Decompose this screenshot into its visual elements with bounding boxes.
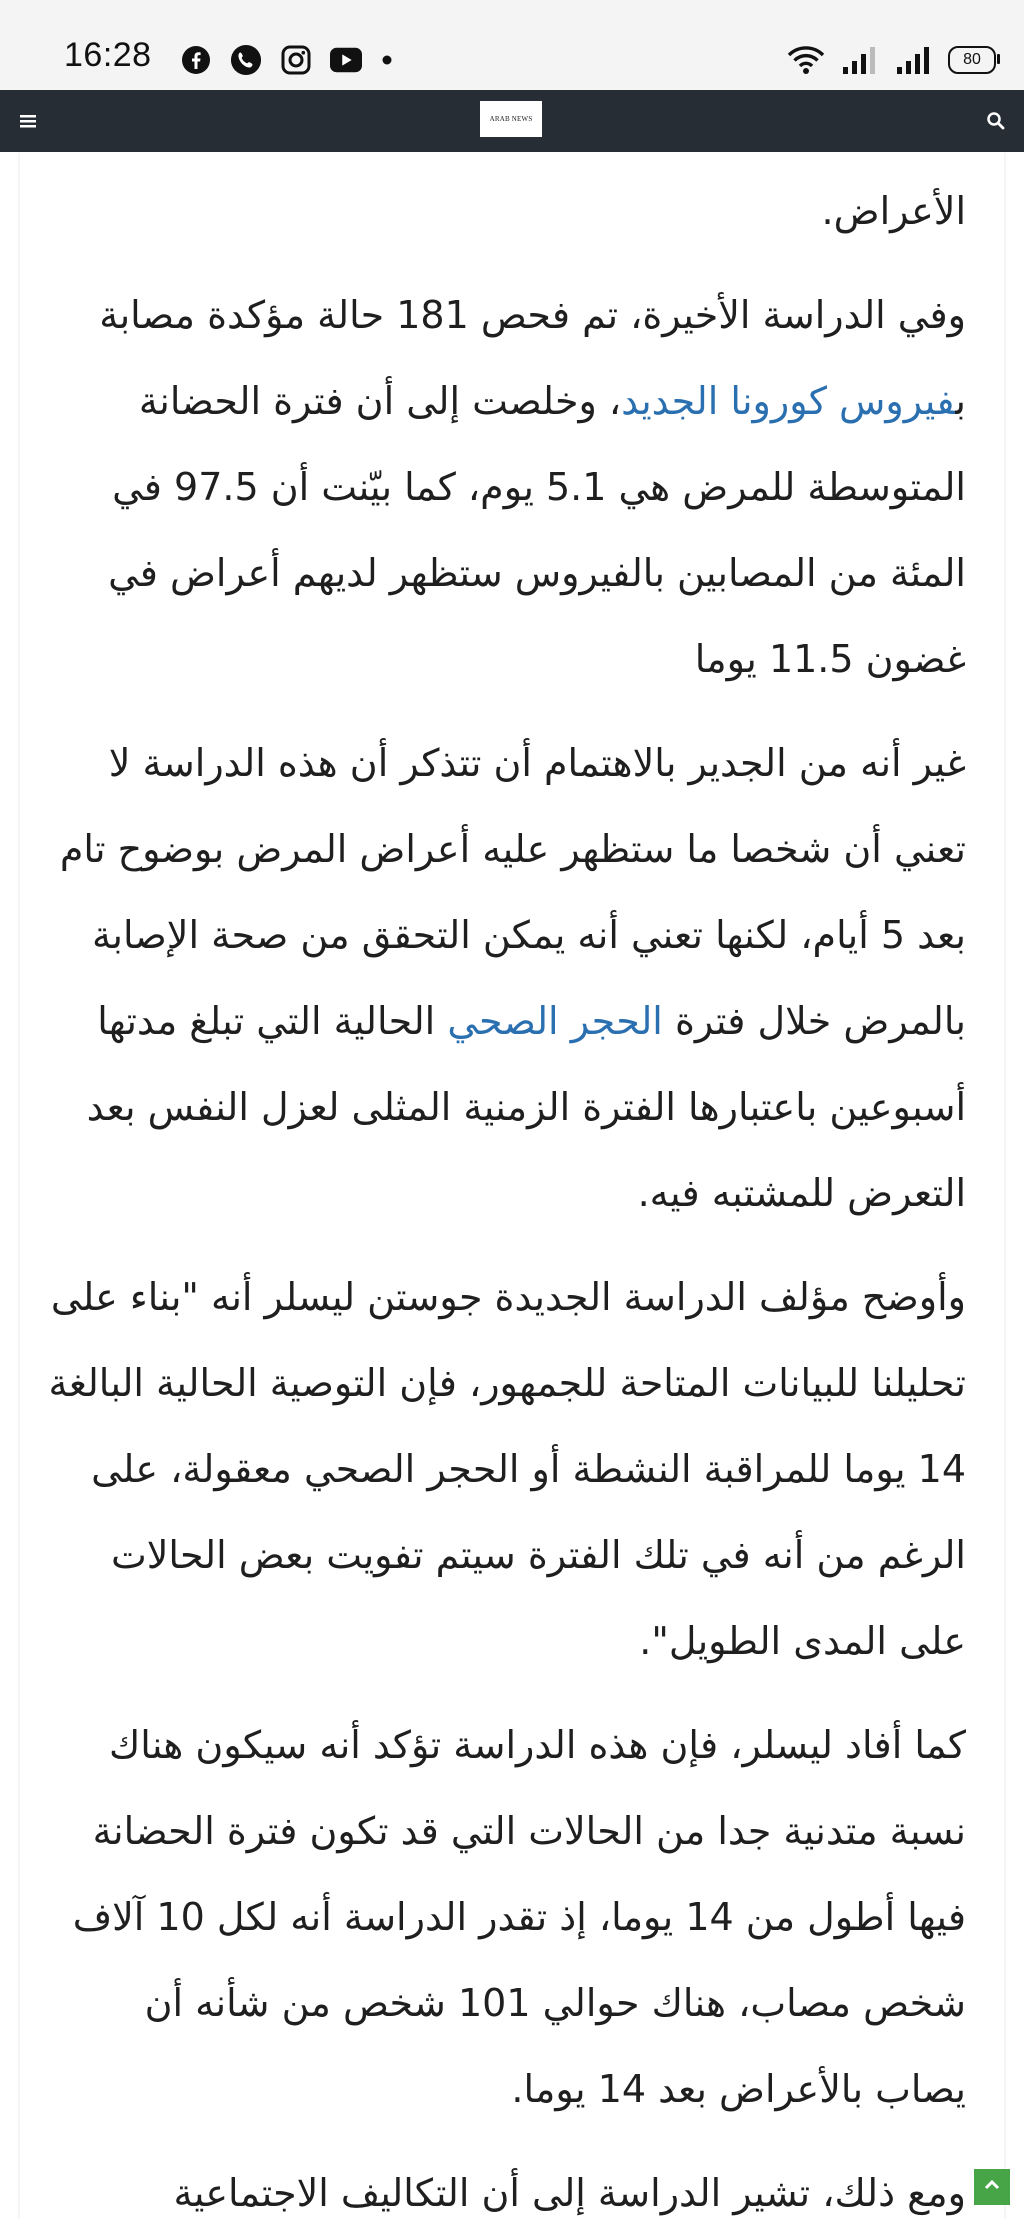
top-navbar [0, 90, 1024, 152]
youtube-icon [330, 44, 362, 76]
link-quarantine[interactable]: الحجر الصحي [447, 999, 663, 1043]
status-time: 16:28 [64, 36, 152, 74]
hamburger-icon[interactable] [14, 107, 42, 135]
battery-indicator: 80 [948, 46, 996, 74]
status-bar [0, 0, 1024, 90]
article-container [20, 152, 1004, 2219]
article-paragraph: وأوضح مؤلف الدراسة الجديدة جوستن ليسلر أنه "بناء على تحليلنا للبيانات المتاحة للجمهور، فإن التوصية الحالية البالغة 14 يوما للمراقبة النشطة أو الحجر الصحي معقولة، على الرغم من أنه في تلك الفترة سيتم تفويت بعض الحالات على المدى الطويل". [48, 1275, 966, 1663]
system-icons [786, 44, 996, 76]
paragraph-text: وفي الدراسة الأخيرة، تم فحص 181 حالة مؤكدة مصابة ب [99, 293, 966, 423]
instagram-icon [280, 44, 312, 76]
signal-icon [840, 44, 880, 76]
article-body [46, 152, 966, 2219]
facebook-icon [180, 44, 212, 76]
article-paragraph: الأعراض. [821, 189, 966, 233]
paragraph-text: غير أنه من الجدير بالاهتمام أن تتذكر أن هذه الدراسة لا تعني أن شخصا ما ستظهر عليه أعراض المرض بوضوح تام بعد 5 أيام، لكنها تعني أنه يمكن التحقق من صحة الإصابة بالمرض خلال فترة [59, 741, 966, 1043]
phone-icon [230, 44, 262, 76]
article-paragraph: كما أفاد ليسلر، فإن هذه الدراسة تؤكد أنه سيكون هناك نسبة متدنية جدا من الحالات التي قد تكون فترة الحضانة فيها أطول من 14 يوما، إذ تقدر الدراسة أنه لكل 10 آلاف شخص مصاب، هناك حوالي 101 شخص من شأنه أن يصاب بالأعراض بعد 14 يوما. [72, 1723, 966, 2111]
chevron-up-icon [982, 2175, 1002, 2199]
dot-icon [380, 44, 394, 76]
wifi-icon [786, 44, 826, 76]
article-paragraph [46, 272, 966, 702]
signal-icon [894, 44, 934, 76]
search-icon[interactable] [982, 107, 1010, 135]
notification-icons [180, 44, 394, 76]
article-paragraph [46, 720, 966, 1236]
back-to-top-button[interactable] [974, 2169, 1010, 2205]
link-coronavirus[interactable]: فيروس كورونا الجديد [621, 379, 956, 423]
site-logo[interactable]: ARAB NEWS [480, 101, 542, 137]
paragraph-text: الحالية التي تبلغ مدتها أسبوعين باعتبارها الفترة الزمنية المثلى لعزل النفس بعد التعرض للمشتبه فيه. [86, 999, 966, 1215]
article-paragraph: ومع ذلك، تشير الدراسة إلى أن التكاليف الاجتماعية [173, 2171, 966, 2215]
paragraph-text: ، وخلصت إلى أن فترة الحضانة المتوسطة للمرض هي 5.1 يوم، كما بيّنت أن 97.5 في المئة من المصابين بالفيروس ستظهر لديهم أعراض في غضون 11.5 يوما [108, 379, 966, 681]
